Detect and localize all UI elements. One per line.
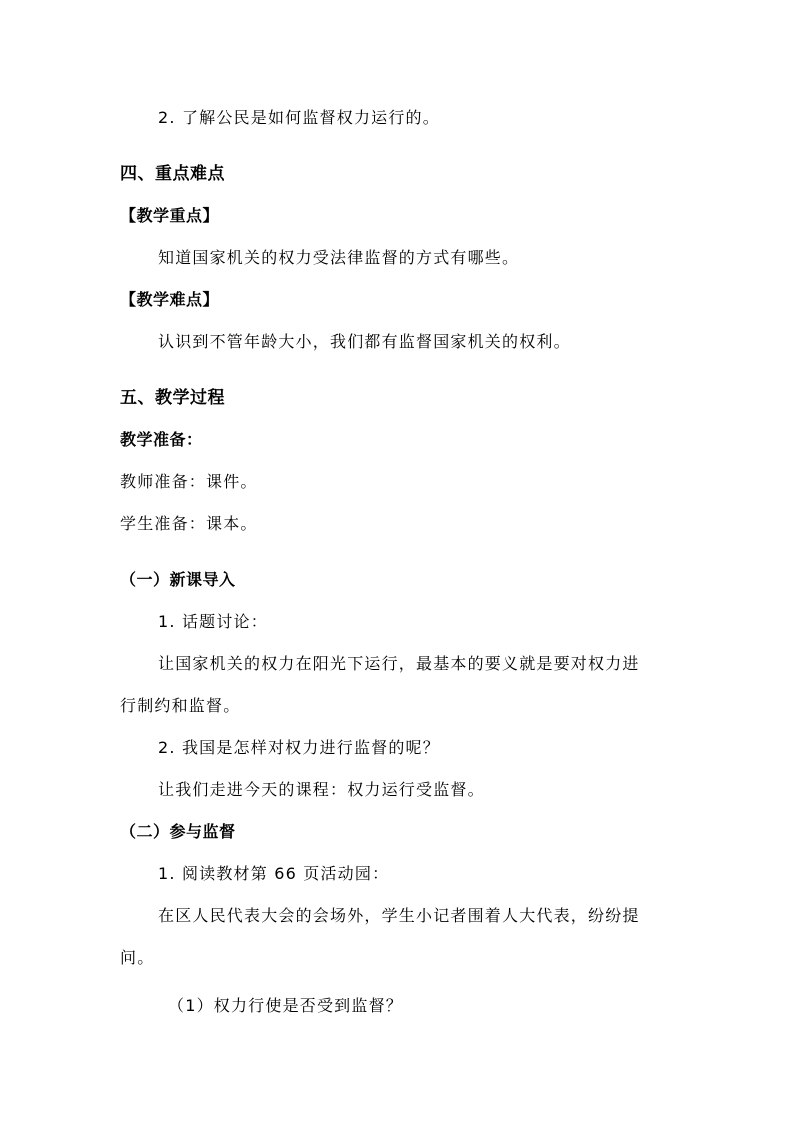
teacher-preparation: 教师准备：课件。 — [120, 472, 258, 491]
subheading-participate-supervision: （二）参与监督 — [120, 822, 236, 841]
question-supervision: 2. 我国是怎样对权力进行监督的呢？ — [158, 738, 440, 757]
read-textbook-activity: 1. 阅读教材第 66 页活动园： — [158, 864, 390, 883]
question-1: （1）权力行使是否受到监督？ — [168, 996, 403, 1015]
topic-discussion-label: 1. 话题讨论： — [158, 612, 268, 631]
section-heading-key-points: 四、重点难点 — [120, 164, 225, 184]
discussion-paragraph-line-1: 让国家机关的权力在阳光下运行，最基本的要义就是要对权力进 — [158, 654, 640, 673]
subheading-teaching-preparation: 教学准备： — [120, 430, 203, 449]
discussion-paragraph-line-2: 行制约和监督。 — [120, 696, 241, 715]
subheading-teaching-difficulty: 【教学难点】 — [120, 290, 220, 309]
section-heading-teaching-process: 五、教学过程 — [120, 388, 225, 408]
activity-paragraph-line-2: 问。 — [120, 948, 155, 967]
subheading-teaching-focus: 【教学重点】 — [120, 206, 220, 225]
lesson-intro-sentence: 让我们走进今天的课程：权力运行受监督。 — [158, 780, 485, 799]
student-preparation: 学生准备：课本。 — [120, 514, 258, 533]
teaching-difficulty-text: 认识到不管年龄大小，我们都有监督国家机关的权利。 — [158, 332, 571, 351]
activity-paragraph-line-1: 在区人民代表大会的会场外，学生小记者围着人大代表，纷纷提 — [158, 906, 640, 925]
teaching-focus-text: 知道国家机关的权力受法律监督的方式有哪些。 — [158, 248, 520, 267]
subheading-new-lesson-intro: （一）新课导入 — [120, 570, 236, 589]
objective-2: 2. 了解公民是如何监督权力运行的。 — [158, 108, 440, 127]
